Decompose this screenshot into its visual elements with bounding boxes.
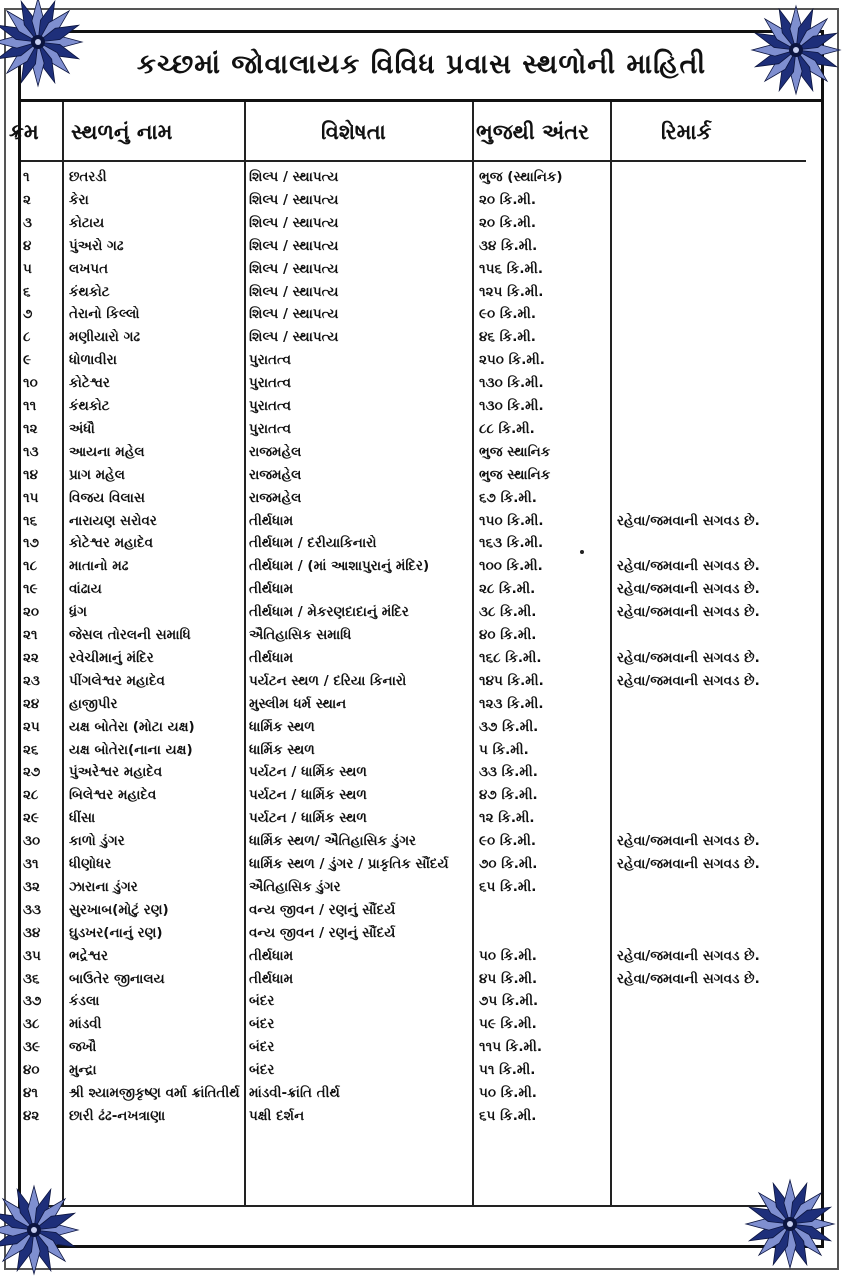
table-row xyxy=(21,853,806,876)
distance-from-bhuj: ૧૦૦ કિ.મી. xyxy=(479,558,543,575)
place-name: ધીણોધર xyxy=(69,856,112,872)
distance-from-bhuj: ૧૬૮ કિ.મી. xyxy=(479,649,542,666)
header-no: ક્રમ xyxy=(9,119,39,144)
place-name: રવેચીમાનું મંદિર xyxy=(69,649,154,666)
place-name: બિલેશ્વર મહાદેવ xyxy=(69,787,157,804)
table-row xyxy=(21,281,806,304)
row-number: ૨૨ xyxy=(23,649,39,666)
place-feature: ધાર્મિક સ્થળ xyxy=(249,718,315,735)
place-name: વાંઢાય xyxy=(69,581,102,598)
remark: રહેવા/જમવાની સગવડ છે. xyxy=(617,672,760,689)
distance-from-bhuj: ૧૫૬ કિ.મી. xyxy=(479,260,543,277)
distance-from-bhuj: ૭૦ કિ.મી. xyxy=(479,856,538,872)
place-name: નારાયણ સરોવર xyxy=(69,512,157,529)
place-feature: શિલ્પ / સ્થાપત્ય xyxy=(249,329,339,346)
remark: રહેવા/જમવાની સગવડ છે. xyxy=(617,649,760,666)
distance-from-bhuj: ૨૮ કિ.મી. xyxy=(479,581,536,598)
remark: રહેવા/જમવાની સગવડ છે. xyxy=(617,947,760,964)
places-table xyxy=(9,102,806,1207)
table-row xyxy=(21,212,806,235)
table-row xyxy=(21,189,806,212)
table-row xyxy=(21,739,806,762)
table-row xyxy=(21,441,806,464)
table-row xyxy=(21,578,806,601)
place-feature: ધાર્મિક સ્થળ/ ઐતિહાસિક ડુંગર xyxy=(249,833,417,850)
table-row xyxy=(21,601,806,624)
table-row xyxy=(21,372,806,395)
row-number: ૪૨ xyxy=(23,1107,40,1124)
place-name: પ્રાગ મહેલ xyxy=(69,466,125,483)
distance-from-bhuj: ૩૩ કિ.મી. xyxy=(479,764,538,781)
row-number: ૫ xyxy=(23,260,32,277)
place-feature: પક્ષી દર્શન xyxy=(249,1107,305,1124)
table-row xyxy=(21,945,806,968)
row-number: ૨૪ xyxy=(23,695,40,712)
place-name: ઝારાના ડુંગર xyxy=(69,878,138,895)
table-row xyxy=(21,532,806,555)
distance-from-bhuj: ૫ કિ.મી. xyxy=(479,741,529,758)
row-number: ૨૯ xyxy=(23,810,39,827)
header-name: સ્થળનું નામ xyxy=(71,119,173,144)
distance-from-bhuj: ૩૭ કિ.મી. xyxy=(479,718,539,735)
row-number: ૯ xyxy=(23,352,31,369)
row-number: ૨ xyxy=(23,191,31,208)
row-number: ૨૧ xyxy=(23,627,38,643)
distance-from-bhuj: ૫૯ કિ.મી. xyxy=(479,1016,537,1033)
place-name: કાળો ડુંગર xyxy=(69,833,125,850)
row-number: ૬ xyxy=(23,283,31,300)
distance-from-bhuj: ૧૨ કિ.મી. xyxy=(479,810,535,827)
distance-from-bhuj: ૧૧૫ કિ.મી. xyxy=(479,1039,543,1056)
corner-ornament-top-left-icon xyxy=(0,0,86,90)
table-row xyxy=(21,1105,806,1128)
distance-from-bhuj: ૩૮ કિ.મી. xyxy=(479,604,537,621)
row-number: ૨૮ xyxy=(23,787,39,804)
table-row xyxy=(21,166,806,189)
remark: રહેવા/જમવાની સગવડ છે. xyxy=(617,581,760,598)
place-feature: શિલ્પ / સ્થાપત્ય xyxy=(249,169,339,185)
place-feature: શિલ્પ / સ્થાપત્ય xyxy=(249,237,339,254)
row-number: ૧૧ xyxy=(23,398,37,414)
corner-ornament-bottom-left-icon xyxy=(0,1182,82,1278)
place-feature: પર્યટન / ધાર્મિક સ્થળ xyxy=(249,787,367,804)
header-remark: રિમાર્ક xyxy=(661,119,712,144)
table-row xyxy=(21,395,806,418)
place-name: કંડલા xyxy=(69,993,100,1010)
place-name: આયના મહેલ xyxy=(69,443,145,460)
place-feature: તીર્થધામ xyxy=(249,970,294,987)
place-feature: પુરાતત્વ xyxy=(249,420,292,437)
distance-from-bhuj: ૪૭ કિ.મી. xyxy=(479,787,538,804)
remark: રહેવા/જમવાની સગવડ છે. xyxy=(617,558,760,575)
distance-from-bhuj: ૬૫ કિ.મી. xyxy=(479,878,537,895)
row-number: ૧૮ xyxy=(23,558,38,575)
place-name: યક્ષ બોતેરા(નાના યક્ષ) xyxy=(69,741,193,758)
row-number: ૮ xyxy=(23,329,31,346)
place-feature: તીર્થધામ / દરીયાકિનારો xyxy=(249,535,377,552)
place-feature: તીર્થધામ xyxy=(249,947,294,964)
place-feature: તીર્થધામ / (માં આશાપુરાનું મંદિર) xyxy=(249,558,430,575)
place-name: છારી ઢંઢ-નખત્રાણા xyxy=(69,1107,166,1124)
table-row xyxy=(21,624,806,647)
row-number: ૩૪ xyxy=(23,924,41,941)
header-feature: વિશેષતા xyxy=(321,119,386,144)
table-row xyxy=(21,830,806,853)
place-feature: માંડવી-ક્રાંતિ તીર્થ xyxy=(249,1085,340,1101)
row-number: ૨૬ xyxy=(23,741,39,758)
table-bottom-border xyxy=(21,1205,806,1207)
place-feature: રાજમહેલ xyxy=(249,466,302,483)
table-row xyxy=(21,693,806,716)
place-name: લખપત xyxy=(69,260,109,277)
table-row xyxy=(21,1082,806,1105)
place-feature: શિલ્પ / સ્થાપત્ય xyxy=(249,191,339,208)
table-row xyxy=(21,1059,806,1082)
place-name: જખૌ xyxy=(69,1039,97,1056)
corner-ornament-bottom-right-icon xyxy=(742,1176,838,1272)
table-row xyxy=(21,235,806,258)
row-number: ૧ xyxy=(23,169,30,185)
row-number: ૧૦ xyxy=(23,375,38,392)
table-row xyxy=(21,647,806,670)
row-number: ૧૨ xyxy=(23,420,38,437)
row-number: ૩૮ xyxy=(23,1016,40,1033)
place-feature: વન્ય જીવન / રણનું સૌંદર્ય xyxy=(249,901,396,918)
place-name: કંથકોટ xyxy=(69,283,110,300)
distance-from-bhuj: ૭૫ કિ.મી. xyxy=(479,993,539,1010)
table-row xyxy=(21,807,806,830)
row-number: ૪૧ xyxy=(23,1085,38,1101)
table-row xyxy=(21,326,806,349)
remark: રહેવા/જમવાની સગવડ છે. xyxy=(617,856,760,872)
distance-from-bhuj: ૨૦ કિ.મી. xyxy=(479,214,536,231)
row-number: ૧૫ xyxy=(23,489,39,506)
corner-ornament-top-right-icon xyxy=(748,2,843,98)
table-row xyxy=(21,1036,806,1059)
place-feature: શિલ્પ / સ્થાપત્ય xyxy=(249,306,339,323)
row-number: ૪ xyxy=(23,237,32,254)
distance-from-bhuj: ૧૫૦ કિ.મી. xyxy=(479,512,544,529)
place-name: શ્રી શ્યામજીકૃષ્ણ વર્મા ક્રાંતિતીર્થ xyxy=(69,1085,240,1101)
table-row xyxy=(21,761,806,784)
place-name: ધીંસા xyxy=(69,810,96,827)
row-number: ૧૯ xyxy=(23,581,38,598)
distance-from-bhuj: ૧૪૫ કિ.મી. xyxy=(479,672,544,689)
table-row xyxy=(21,716,806,739)
table-row xyxy=(21,990,806,1013)
place-feature: તીર્થધામ xyxy=(249,512,294,529)
place-name: અંધૌ xyxy=(69,420,95,437)
table-row xyxy=(21,670,806,693)
row-number: ૧૩ xyxy=(23,443,39,460)
distance-from-bhuj: ૨૫૦ કિ.મી. xyxy=(479,352,545,369)
place-name: પુંઅરો ગઢ xyxy=(69,237,124,254)
place-name: કેરા xyxy=(69,191,89,208)
place-name: છતરડી xyxy=(69,169,107,185)
place-feature: તીર્થધામ xyxy=(249,581,294,598)
place-feature: ધાર્મિક સ્થળ xyxy=(249,741,315,758)
place-name: ધ્રંગ xyxy=(69,604,87,621)
table-row xyxy=(21,922,806,945)
stray-mark xyxy=(580,550,584,554)
distance-from-bhuj: ૧૨૫ કિ.મી. xyxy=(479,283,544,300)
place-feature: બંદર xyxy=(249,1016,275,1033)
place-feature: પુરાતત્વ xyxy=(249,398,292,414)
remark: રહેવા/જમવાની સગવડ છે. xyxy=(617,833,760,850)
table-row xyxy=(21,510,806,533)
row-number: ૧૭ xyxy=(23,535,39,552)
row-number: ૩૯ xyxy=(23,1039,40,1056)
place-feature: ધાર્મિક સ્થળ / ડુંગર / પ્રાકૃતિક સૌંદર્ય xyxy=(249,856,449,872)
table-row xyxy=(21,899,806,922)
page-title: કચ્છમાં જોવાલાયક વિવિધ પ્રવાસ સ્થળોની માહિતી xyxy=(136,49,707,80)
place-feature: પર્યટન / ધાર્મિક સ્થળ xyxy=(249,810,367,827)
place-feature: રાજમહેલ xyxy=(249,489,302,506)
place-feature: બંદર xyxy=(249,993,275,1010)
place-name: જેસલ તોરલની સમાધિ xyxy=(69,627,191,643)
place-feature: પર્યટન સ્થળ / દરિયા કિનારો xyxy=(249,672,407,689)
place-feature: વન્ય જીવન / રણનું સૌંદર્ય xyxy=(249,924,396,941)
row-number: ૨૩ xyxy=(23,672,40,689)
row-number: ૩ xyxy=(23,214,32,231)
row-number: ૩૦ xyxy=(23,833,41,850)
distance-from-bhuj: ૪૫ કિ.મી. xyxy=(479,970,538,987)
table-row xyxy=(21,349,806,372)
place-feature: ઐતિહાસિક સમાધિ xyxy=(249,627,352,643)
place-feature: બંદર xyxy=(249,1062,275,1079)
place-feature: રાજમહેલ xyxy=(249,443,302,460)
row-number: ૪૦ xyxy=(23,1062,40,1079)
place-name: ઘુડખર(નાનું રણ) xyxy=(69,924,163,941)
place-feature: તીર્થધામ / મેકરણદાદાનું મંદિર xyxy=(249,604,409,621)
row-number: ૩૬ xyxy=(23,970,40,987)
place-name: તેરાનો કિલ્લો xyxy=(69,306,140,323)
distance-from-bhuj: ભુજ સ્થાનિક xyxy=(479,443,551,460)
place-feature: પર્યટન / ધાર્મિક સ્થળ xyxy=(249,764,367,781)
place-name: યક્ષ બોતેરા (મોટા યક્ષ) xyxy=(69,718,195,735)
place-feature: પુરાતત્વ xyxy=(249,352,292,369)
place-feature: ઐતિહાસિક ડુંગર xyxy=(249,878,341,895)
place-feature: પુરાતત્વ xyxy=(249,375,292,392)
table-row xyxy=(21,258,806,281)
place-name: કોટેશ્વર મહાદેવ xyxy=(69,535,153,552)
place-name: મુન્દ્રા xyxy=(69,1062,97,1079)
table-row xyxy=(21,968,806,991)
distance-from-bhuj: ૮૮ કિ.મી. xyxy=(479,420,535,437)
place-feature: શિલ્પ / સ્થાપત્ય xyxy=(249,260,339,277)
place-feature: શિલ્પ / સ્થાપત્ય xyxy=(249,283,339,300)
table-row xyxy=(21,876,806,899)
row-number: ૩૩ xyxy=(23,901,41,918)
distance-from-bhuj: ૧૩૦ કિ.મી. xyxy=(479,375,544,392)
distance-from-bhuj: ૨૦ કિ.મી. xyxy=(479,191,536,208)
distance-from-bhuj: ભુજ સ્થાનિક xyxy=(479,466,551,483)
place-feature: શિલ્પ / સ્થાપત્ય xyxy=(249,214,339,231)
distance-from-bhuj: ૧૩૦ કિ.મી. xyxy=(479,398,544,414)
distance-from-bhuj: ૩૪ કિ.મી. xyxy=(479,237,538,254)
distance-from-bhuj: ૯૦ કિ.મી. xyxy=(479,306,537,323)
place-name: કોટાય xyxy=(69,214,105,231)
distance-from-bhuj: ૬૫ કિ.મી. xyxy=(479,1107,537,1124)
place-name: મણીયારો ગઢ xyxy=(69,329,141,346)
place-name: બાઉંતેર જીનાલય xyxy=(69,970,165,987)
header-distance: ભુજથી અંતર xyxy=(476,119,590,144)
row-number: ૧૪ xyxy=(23,466,38,483)
place-name: કંથકોટ xyxy=(69,398,110,414)
row-number: ૭ xyxy=(23,306,33,323)
table-row xyxy=(21,418,806,441)
distance-from-bhuj: ૬૭ કિ.મી. xyxy=(479,489,537,506)
distance-from-bhuj: ૧૨૩ કિ.મી. xyxy=(479,695,544,712)
table-row xyxy=(21,303,806,326)
place-name: માંડવી xyxy=(69,1016,102,1033)
distance-from-bhuj: ૫૧ કિ.મી. xyxy=(479,1062,536,1079)
table-row xyxy=(21,464,806,487)
place-name: ધોળાવીરા xyxy=(69,352,117,369)
distance-from-bhuj: ૧૬૩ કિ.મી. xyxy=(479,535,544,552)
row-number: ૧૬ xyxy=(23,512,38,529)
place-name: કોટેશ્વર xyxy=(69,375,110,392)
distance-from-bhuj: ૯૦ કિ.મી. xyxy=(479,833,537,850)
remark: રહેવા/જમવાની સગવડ છે. xyxy=(617,604,760,621)
table-row xyxy=(21,487,806,510)
place-name: ભદ્રેશ્વર xyxy=(69,947,108,964)
table-row xyxy=(21,784,806,807)
distance-from-bhuj: ૪૬ કિ.મી. xyxy=(479,329,536,346)
row-number: ૩૭ xyxy=(23,993,42,1010)
table-row xyxy=(21,555,806,578)
place-name: માતાનો મઢ xyxy=(69,558,129,575)
header-divider xyxy=(21,160,806,162)
place-name: પુંઅરેશ્વર મહાદેવ xyxy=(69,764,163,781)
row-number: ૨૦ xyxy=(23,604,40,621)
distance-from-bhuj: ભુજ (સ્થાનિક) xyxy=(479,169,563,185)
place-feature: તીર્થધામ xyxy=(249,649,294,666)
place-name: વિજય વિલાસ xyxy=(69,489,145,506)
row-number: ૩૨ xyxy=(23,878,40,895)
remark: રહેવા/જમવાની સગવડ છે. xyxy=(617,970,760,987)
distance-from-bhuj: ૫૦ કિ.મી. xyxy=(479,1085,537,1101)
place-name: હાજીપીર xyxy=(69,695,118,712)
remark: રહેવા/જમવાની સગવડ છે. xyxy=(617,512,760,529)
place-feature: બંદર xyxy=(249,1039,275,1056)
distance-from-bhuj: ૫૦ કિ.મી. xyxy=(479,947,537,964)
place-name: સુરખાબ(મોટું રણ) xyxy=(69,901,169,918)
table-row xyxy=(21,1013,806,1036)
place-name: પીંગલેશ્વર મહાદેવ xyxy=(69,672,165,689)
row-number: ૨૭ xyxy=(23,764,41,781)
row-number: ૩૧ xyxy=(23,856,39,872)
distance-from-bhuj: ૪૦ કિ.મી. xyxy=(479,627,537,643)
row-number: ૨૫ xyxy=(23,718,40,735)
place-feature: મુસ્લીમ ધર્મ સ્થાન xyxy=(249,695,347,712)
row-number: ૩૫ xyxy=(23,947,41,964)
